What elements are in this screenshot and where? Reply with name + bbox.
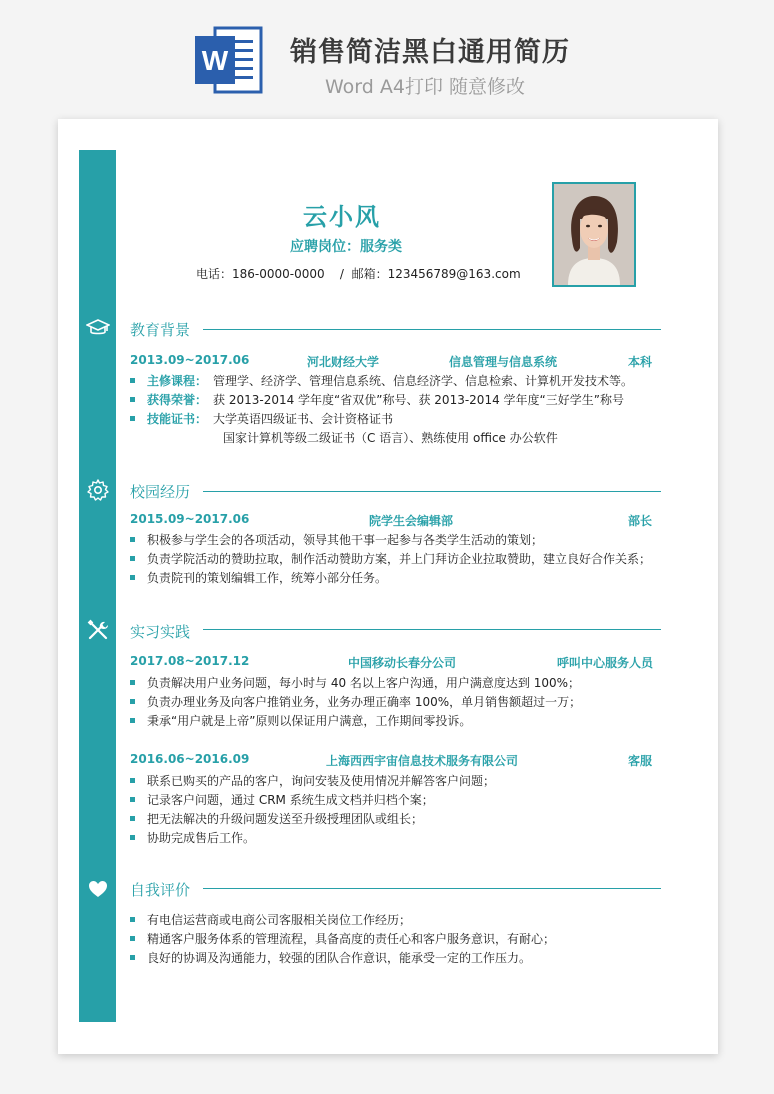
section-title-education: 教育背景 <box>130 321 191 339</box>
graduation-cap-icon <box>86 316 110 340</box>
list-item <box>130 372 633 389</box>
bullet <box>130 378 135 383</box>
certs-label: 技能证书： <box>147 412 208 426</box>
certs-text: 大学英语四级证书、会计资格证书 <box>213 412 394 426</box>
courses-text: 管理学、经济学、管理信息系统、信息经济学、信息检索、计算机开发技术等。 <box>213 374 634 388</box>
job-date: 2017.08~2017.12 <box>130 654 250 668</box>
education-degree: 本科 <box>628 355 653 369</box>
list-item-text: 负责院刊的策划编辑工作，统筹小部分任务。 <box>147 571 388 585</box>
campus-date: 2015.09~2017.06 <box>130 512 250 526</box>
honors-label: 获得荣誉： <box>147 393 208 407</box>
page-header <box>0 0 774 115</box>
list-item <box>130 791 434 808</box>
bullet <box>130 537 135 542</box>
tools-icon <box>86 618 110 642</box>
profile-photo <box>552 182 636 287</box>
list-item-text: 记录客户问题，通过 CRM 系统生成文档并归档个案； <box>147 793 434 807</box>
education-major: 信息管理与信息系统 <box>449 355 558 369</box>
list-item <box>130 569 387 586</box>
bullet <box>130 778 135 783</box>
bullet <box>130 816 135 821</box>
list-item-text: 把无法解决的升级问题发送至升级授理团队或组长； <box>147 812 424 826</box>
page-subtitle: Word A4打印 随意修改 <box>325 76 526 98</box>
list-item <box>130 911 411 928</box>
list-item-text: 协助完成售后工作。 <box>147 831 256 845</box>
job-date: 2016.06~2016.09 <box>130 752 250 766</box>
job-role: 客服 <box>628 754 653 768</box>
bullet <box>130 416 135 421</box>
campus-org: 院学生会编辑部 <box>369 514 454 528</box>
section-title-self: 自我评价 <box>130 881 191 899</box>
section-title-practice: 实习实践 <box>130 623 191 641</box>
bullet <box>130 556 135 561</box>
contact-info: 电话：186-0000-0000 / 邮箱：123456789@163.com <box>196 267 521 281</box>
courses-label: 主修课程： <box>147 374 208 388</box>
list-item-text: 积极参与学生会的各项活动，领导其他干事一起参与各类学生活动的策划； <box>147 533 544 547</box>
bullet <box>130 575 135 580</box>
section-divider <box>203 329 661 330</box>
section-divider <box>203 629 661 630</box>
list-item-text: 有电信运营商或电商公司客服相关岗位工作经历； <box>147 913 412 927</box>
heart-icon <box>86 877 110 901</box>
bullet <box>130 718 135 723</box>
list-item <box>130 531 543 548</box>
list-item-text: 良好的协调及沟通能力，较强的团队合作意识，能承受一定的工作压力。 <box>147 951 532 965</box>
list-item <box>130 674 580 691</box>
list-item <box>130 949 531 966</box>
list-item-text: 秉承“用户就是上帝”原则以保证用户满意，工作期间零投诉。 <box>147 714 472 728</box>
certs-text-continued: 国家计算机等级二级证书（C 语言）、熟练使用 office 办公软件 <box>223 431 558 445</box>
list-item-text: 负责解决用户业务问题，每小时与 40 名以上客户沟通，用户满意度达到 100%； <box>147 676 581 690</box>
education-school: 河北财经大学 <box>307 355 380 369</box>
honors-text: 获 2013-2014 学年度“省双优”称号、获 2013-2014 学年度“三好学生”称号 <box>213 393 624 407</box>
list-item <box>130 829 255 846</box>
job-company: 中国移动长春分公司 <box>348 656 457 670</box>
page-title: 销售简洁黑白通用简历 <box>290 37 570 68</box>
list-item <box>130 693 581 710</box>
list-item-text: 负责学院活动的赞助拉取，制作活动赞助方案，并上门拜访企业拉取赞助，建立良好合作关系； <box>147 552 652 566</box>
bullet <box>130 917 135 922</box>
bullet <box>130 936 135 941</box>
list-item <box>130 930 555 947</box>
section-divider <box>203 491 661 492</box>
bullet <box>130 680 135 685</box>
bullet <box>130 797 135 802</box>
section-divider <box>203 888 661 889</box>
campus-role: 部长 <box>628 514 653 528</box>
bullet <box>130 699 135 704</box>
job-company: 上海西西宇宙信息技术服务有限公司 <box>326 754 519 768</box>
list-item <box>130 550 651 567</box>
section-title-campus: 校园经历 <box>130 483 191 501</box>
list-item-text: 负责办理业务及向客户推销业务，业务办理正确率 100%，单月销售额超过一万； <box>147 695 582 709</box>
resume-paper <box>58 119 718 1054</box>
word-icon <box>193 24 265 96</box>
bullet <box>130 397 135 402</box>
list-item-text: 联系已购买的产品的客户，询问安装及使用情况并解答客户问题； <box>147 774 496 788</box>
list-item <box>130 410 393 427</box>
job-role: 呼叫中心服务人员 <box>557 656 654 670</box>
list-item-text: 精通客户服务体系的管理流程，具备高度的责任心和客户服务意识，有耐心； <box>147 932 556 946</box>
list-item <box>130 810 423 827</box>
bullet <box>130 955 135 960</box>
applied-position: 应聘岗位：服务类 <box>290 239 402 255</box>
bullet <box>130 835 135 840</box>
education-date: 2013.09~2017.06 <box>130 353 250 367</box>
candidate-name: 云小风 <box>303 203 381 231</box>
list-item <box>130 712 471 729</box>
list-item <box>130 391 624 408</box>
gear-icon <box>86 478 110 502</box>
portrait-image <box>554 184 634 285</box>
list-item <box>130 772 495 789</box>
word-icon-letter: W <box>201 45 229 76</box>
